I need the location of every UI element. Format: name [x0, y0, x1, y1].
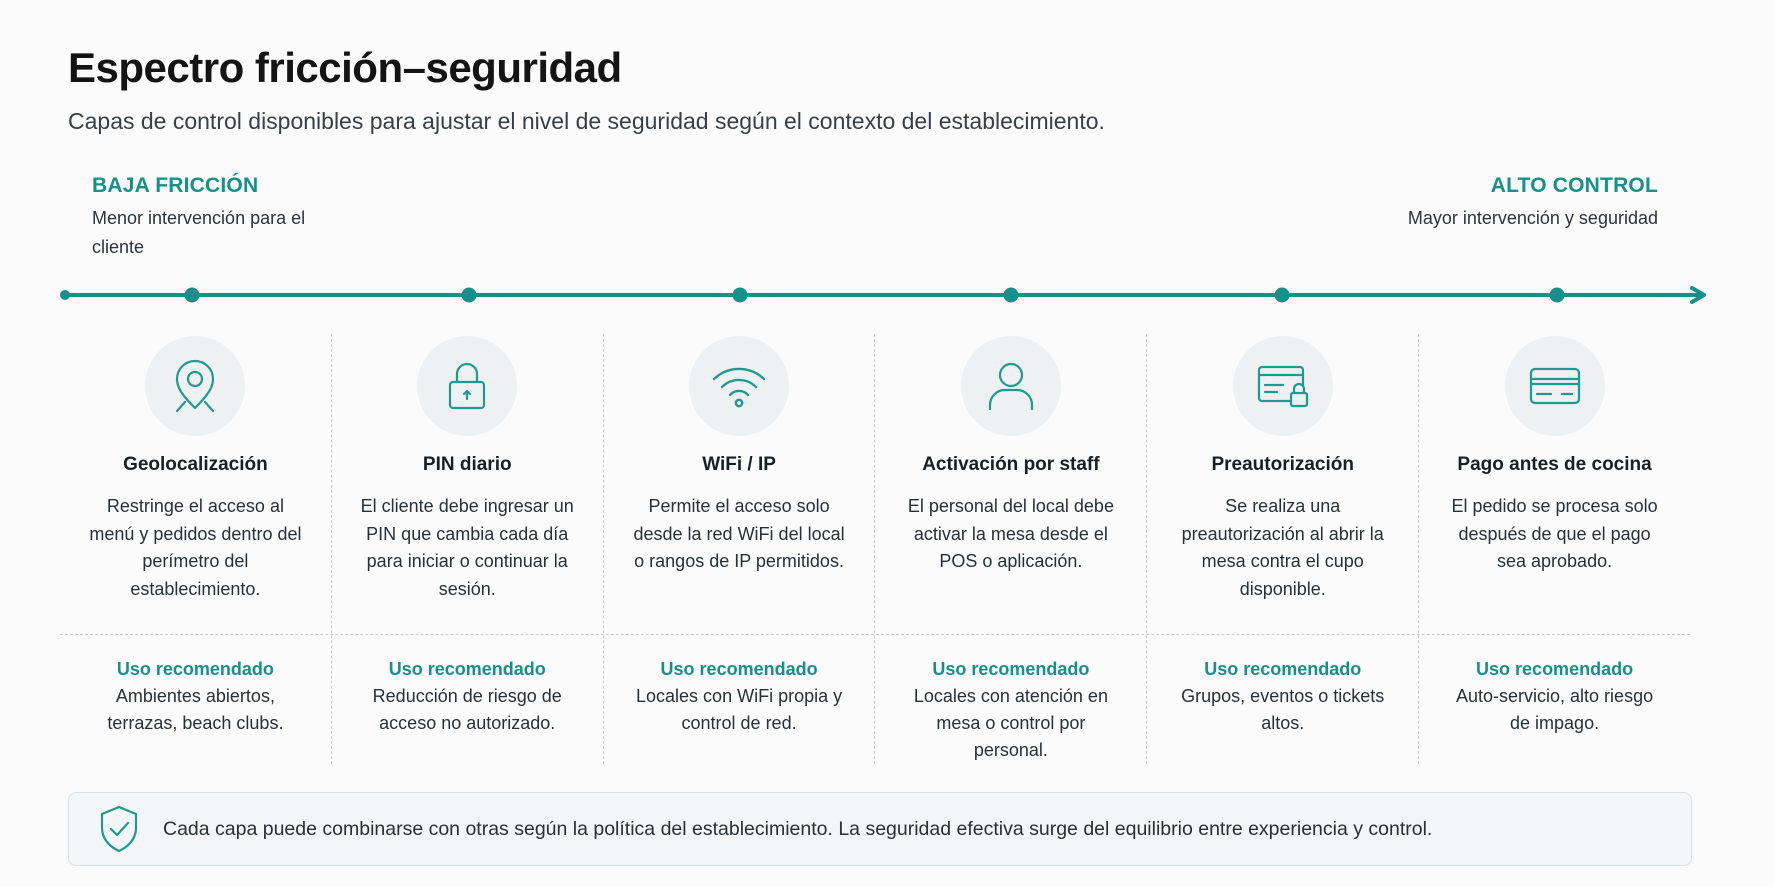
recommended-text: Auto-servicio, alto riesgo de impago.	[1456, 686, 1654, 733]
layer-title: Activación por staff	[922, 454, 1100, 475]
recommended-use	[60, 659, 331, 737]
layer-column-staff	[874, 334, 1146, 764]
layers-grid	[60, 334, 1690, 764]
spectrum-low-end	[92, 174, 352, 262]
recommended-text: Ambientes abiertos, terrazas, beach clubs.	[107, 686, 284, 733]
timeline-node	[1275, 288, 1290, 303]
layer-icon-badge	[1233, 336, 1333, 436]
credit-card-icon	[1526, 363, 1584, 409]
layer-description: El pedido se procesa solo después de que el pago sea aprobado.	[1451, 496, 1658, 571]
timeline-node	[1550, 288, 1565, 303]
recommended-use	[1419, 659, 1690, 737]
section-divider	[60, 634, 1690, 635]
layer-title: WiFi / IP	[702, 454, 776, 475]
layer-description: Permite el acceso solo desde la red WiFi del local o rangos de IP permitidos.	[633, 496, 845, 571]
timeline-start-dot	[60, 290, 70, 300]
layer-description: El personal del local debe activar la mesa desde el POS o aplicación.	[907, 496, 1114, 571]
timeline-node	[733, 288, 748, 303]
recommended-text: Reducción de riesgo de acceso no autorizado.	[372, 686, 562, 733]
shield-check-icon	[97, 804, 141, 854]
page-title: Espectro fricción–seguridad	[68, 44, 622, 91]
note-text: Cada capa puede combinarse con otras según la política del establecimiento. La seguridad efectiva surge del equilibrio entre experiencia y control.	[163, 817, 1433, 840]
recommended-use	[1147, 659, 1418, 737]
recommended-label: Uso recomendado	[388, 659, 546, 679]
layer-icon-badge	[417, 336, 517, 436]
layer-column-prepay	[1418, 334, 1690, 764]
lock-icon	[445, 360, 489, 412]
card-lock-icon	[1255, 361, 1311, 411]
timeline-node	[185, 288, 200, 303]
layer-icon-badge	[1505, 336, 1605, 436]
location-pin-icon	[169, 358, 221, 414]
recommended-label: Uso recomendado	[116, 659, 274, 679]
timeline-node	[1004, 288, 1019, 303]
recommended-use	[875, 659, 1146, 764]
high-control-desc: Mayor intervención y seguridad	[1407, 208, 1658, 228]
spectrum-timeline	[0, 280, 1774, 310]
layer-title: Geolocalización	[123, 454, 268, 475]
layer-column-pin	[331, 334, 603, 764]
recommended-text: Locales con WiFi propia y control de red.	[636, 686, 843, 733]
recommended-label: Uso recomendado	[1204, 659, 1362, 679]
recommended-text: Grupos, eventos o tickets altos.	[1181, 686, 1385, 733]
layer-title: Preautorización	[1211, 454, 1354, 475]
page-subtitle: Capas de control disponibles para ajustar el nivel de seguridad según el contexto del establecimiento.	[68, 108, 1105, 134]
recommended-label: Uso recomendado	[1476, 659, 1634, 679]
info-note	[68, 792, 1692, 866]
recommended-use	[604, 659, 875, 737]
layer-title: PIN diario	[422, 454, 512, 475]
layer-description: Se realiza una preautorización al abrir la mesa contra el cupo disponible.	[1181, 496, 1384, 599]
wifi-icon	[709, 362, 769, 410]
low-friction-desc: Menor intervención para el cliente	[92, 208, 306, 257]
high-control-title: ALTO CONTROL	[1490, 174, 1658, 197]
layer-icon-badge	[961, 336, 1061, 436]
recommended-use	[332, 659, 603, 737]
layer-icon-badge	[145, 336, 245, 436]
low-friction-title: BAJA FRICCIÓN	[92, 174, 259, 197]
timeline-node	[462, 288, 477, 303]
layer-icon-badge	[689, 336, 789, 436]
layer-title: Pago antes de cocina	[1457, 454, 1652, 475]
recommended-label: Uso recomendado	[660, 659, 818, 679]
layer-description: El cliente debe ingresar un PIN que cambia cada día para iniciar o continuar la sesión.	[360, 496, 574, 599]
recommended-label: Uso recomendado	[932, 659, 1090, 679]
user-icon	[985, 359, 1037, 413]
layer-column-wifi	[603, 334, 875, 764]
layer-column-geolocation	[60, 334, 331, 764]
layer-description: Restringe el acceso al menú y pedidos dentro del perímetro del establecimiento.	[89, 496, 302, 599]
spectrum-high-end	[1398, 174, 1658, 233]
layer-column-preauth	[1146, 334, 1418, 764]
recommended-text: Locales con atención en mesa o control por personal.	[913, 686, 1108, 760]
